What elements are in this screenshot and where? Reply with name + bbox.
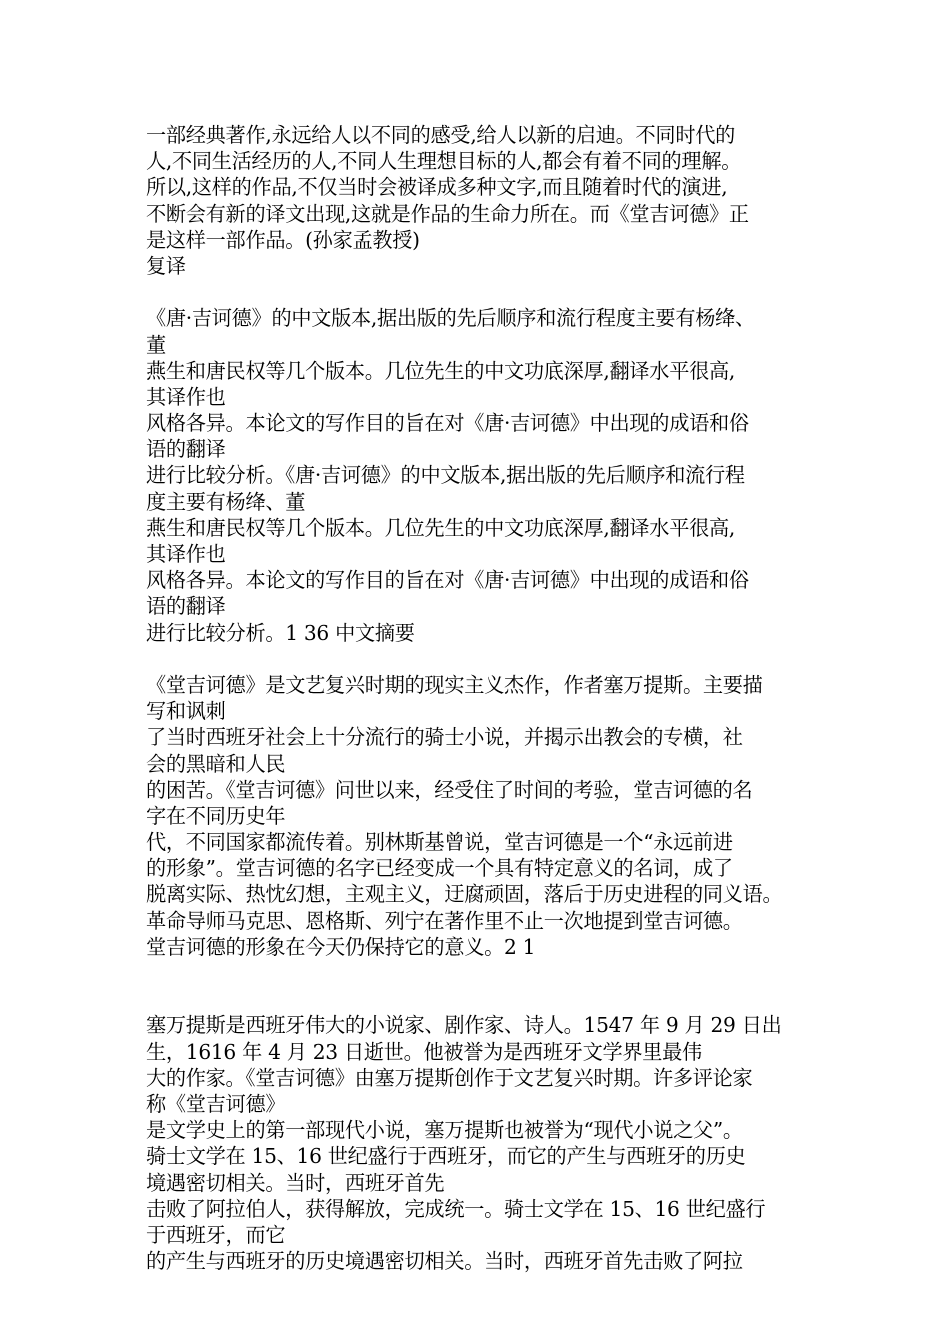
document-body xyxy=(146,122,814,1274)
text-line: 脱离实际、热忱幻想，主观主义，迂腐顽固，落后于历史进程的同义语。 xyxy=(146,882,783,907)
text-line: 不断会有新的译文出现,这就是作品的生命力所在。而《堂吉诃德》正 xyxy=(146,201,749,226)
text-line: 的产生与西班牙的历史境遇密切相关。当时，西班牙首先击败了阿拉 xyxy=(146,1249,743,1274)
blank-line xyxy=(146,986,814,1012)
text-line: 代，不同国家都流传着。别林斯基曾说，堂吉诃德是一个“永远前进 xyxy=(146,830,733,855)
blank-line xyxy=(146,960,814,986)
text-line: 于西班牙，而它 xyxy=(146,1222,286,1247)
blank-line xyxy=(146,646,814,672)
text-line: 语的翻译 xyxy=(146,594,226,619)
text-line: 董 xyxy=(146,332,166,357)
text-line: 境遇密切相关。当时，西班牙首先 xyxy=(146,1170,445,1195)
text-line: 的困苦。《堂吉诃德》问世以来，经受住了时间的考验，堂吉诃德的名 xyxy=(146,777,753,802)
text-line: 其译作也 xyxy=(146,542,226,566)
text-line: 字在不同历史年 xyxy=(146,803,286,828)
text-line: 风格各异。本论文的写作目的旨在对《唐·吉诃德》中出现的成语和俗 xyxy=(146,411,749,436)
text-line: 是文学史上的第一部现代小说，塞万提斯也被誉为“现代小说之父”。 xyxy=(146,1118,743,1143)
text-line: 进行比较分析。《唐·吉诃德》的中文版本,据出版的先后顺序和流行程 xyxy=(146,463,745,488)
blank-line xyxy=(146,279,814,305)
text-line: 其译作也 xyxy=(146,384,226,409)
text-line: 燕生和唐民权等几个版本。几位先生的中文功底深厚,翻译水平很高, xyxy=(146,358,735,383)
text-line: 是这样一部作品。(孙家孟教授) xyxy=(146,227,420,252)
text-line: 的形象”。堂吉诃德的名字已经变成一个具有特定意义的名词，成了 xyxy=(146,856,733,881)
text-line: 人,不同生活经历的人,不同人生理想目标的人,都会有着不同的理解。 xyxy=(146,149,742,174)
text-line: 革命导师马克思、恩格斯、列宁在著作里不止一次地提到堂吉诃德。 xyxy=(146,908,743,933)
text-line: 骑士文学在 15、16 世纪盛行于西班牙，而它的产生与西班牙的历史 xyxy=(146,1144,746,1169)
text-line: 燕生和唐民权等几个版本。几位先生的中文功底深厚,翻译水平很高, xyxy=(146,515,735,540)
text-line: 所以,这样的作品,不仅当时会被译成多种文字,而且随着时代的演进, xyxy=(146,175,728,200)
text-line: 会的黑暗和人民 xyxy=(146,751,286,776)
text-line: 称《堂吉诃德》 xyxy=(146,1091,286,1116)
text-line: 度主要有杨绛、董 xyxy=(146,489,306,514)
text-line: 堂吉诃德的形象在今天仍保持它的意义。2 1 xyxy=(146,934,536,959)
text-line: 塞万提斯是西班牙伟大的小说家、剧作家、诗人。1547 年 9 月 29 日出 xyxy=(146,1013,782,1038)
section-heading: 复译 xyxy=(146,253,186,278)
text-line: 《唐·吉诃德》的中文版本,据出版的先后顺序和流行程度主要有杨绛、 xyxy=(146,306,755,331)
text-line: 击败了阿拉伯人，获得解放，完成统一。骑士文学在 15、16 世纪盛行 xyxy=(146,1196,766,1221)
text-line: 语的翻译 xyxy=(146,437,226,462)
text-line: 进行比较分析。1 36 中文摘要 xyxy=(146,620,415,645)
text-line: 一部经典著作,永远给人以不同的感受,给人以新的启迪。不同时代的 xyxy=(146,123,735,147)
text-line: 风格各异。本论文的写作目的旨在对《唐·吉诃德》中出现的成语和俗 xyxy=(146,568,749,593)
text-line: 大的作家。《堂吉诃德》由塞万提斯创作于文艺复兴时期。许多评论家 xyxy=(146,1065,753,1090)
text-line: 写和讽刺 xyxy=(146,699,226,724)
text-line: 了当时西班牙社会上十分流行的骑士小说，并揭示出教会的专横，社 xyxy=(146,725,743,750)
text-line: 生，1616 年 4 月 23 日逝世。他被誉为是西班牙文学界里最伟 xyxy=(146,1039,702,1064)
text-line: 《堂吉诃德》是文艺复兴时期的现实主义杰作，作者塞万提斯。主要描 xyxy=(146,672,763,697)
